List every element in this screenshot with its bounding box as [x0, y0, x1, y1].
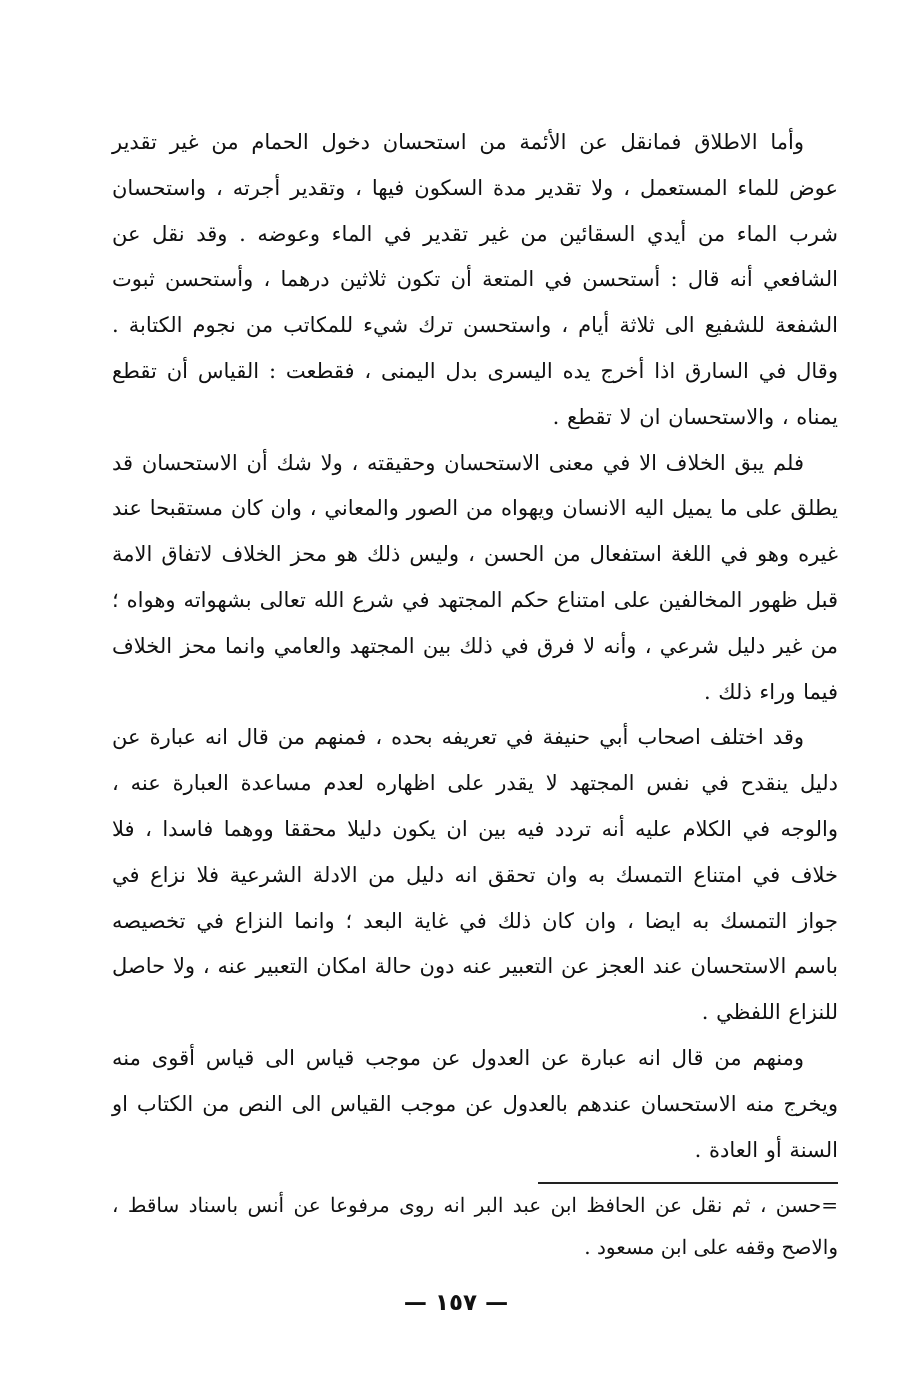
paragraph-1: وأما الاطلاق فمانقل عن الأئمة من استحسان دخول الحمام من غير تقدير عوض للماء المستعمل ، ولا تقدير مدة السكون فيها ، وتقدير أجرته ، واستحسان شرب الماء من أيدي السقائين من غير تقدير في الماء وعوضه . وقد نقل عن الشافعي أنه قال : أستحسن في المتعة أن تكون ثلاثين درهما ، وأستحسن ثبوت الشفعة للشفيع الى ثلاثة أيام ، واستحسن ترك شيء للمكاتب من نجوم الكتابة . وقال في السارق اذا أخرج يده اليسرى بدل اليمنى ، فقطعت : القياس أن تقطع يمناه ، والاستحسان ان لا تقطع .	[112, 130, 838, 429]
page-number: — ١٥٧ —	[403, 1290, 509, 1316]
footnote-text: =حسن ، ثم نقل عن الحافظ ابن عبد البر انه روى مرفوعا عن أنس باسناد ساقط ، والاصح وقفه على ابن مسعود .	[112, 1193, 838, 1259]
paragraph-3: وقد اختلف اصحاب أبي حنيفة في تعريفه بحده ، فمنهم من قال انه عبارة عن دليل ينقدح في نفس المجتهد لا يقدر على اظهاره لعدم مساعدة العبارة عنه ، والوجه في الكلام عليه أنه تردد فيه بين ان يكون دليلا محققا ووهما فاسدا ، فلا خلاف في امتناع التمسك به وان تحقق انه دليل من الادلة الشرعية فلا نزاع في جواز التمسك به ايضا ، وان كان ذلك في غاية البعد ؛ وانما النزاع في تخصيصه باسم الاستحسان عند العجز عن التعبير عنه دون حالة امكان التعبير عنه ، ولا حاصل للنزاع اللفظي .	[112, 725, 838, 1025]
footnote-area	[112, 1184, 838, 1268]
paragraph-4: ومنهم من قال انه عبارة عن العدول عن موجب قياس الى قياس أقوى منه ويخرج منه الاستحسان عندهم بالعدول عن موجب القياس الى النص من الكتاب او السنة أو العادة .	[112, 1045, 838, 1162]
paragraph-2: فلم يبق الخلاف الا في معنى الاستحسان وحقيقته ، ولا شك أن الاستحسان قد يطلق على ما يميل اليه الانسان ويهواه من الصور والمعاني ، وان كان مستقبحا عند غيره وهو في اللغة استفعال من الحسن ، وليس ذلك هو محز الخلاف لاتفاق الامة قبل ظهور المخالفين على امتناع حكم المجتهد في شرع الله تعالى بشهواته وهواه ؛ من غير دليل شرعي ، وأنه لا فرق في ذلك بين المجتهد والعامي وانما محز الخلاف فيما وراء ذلك .	[112, 450, 838, 704]
main-text	[112, 120, 838, 1173]
